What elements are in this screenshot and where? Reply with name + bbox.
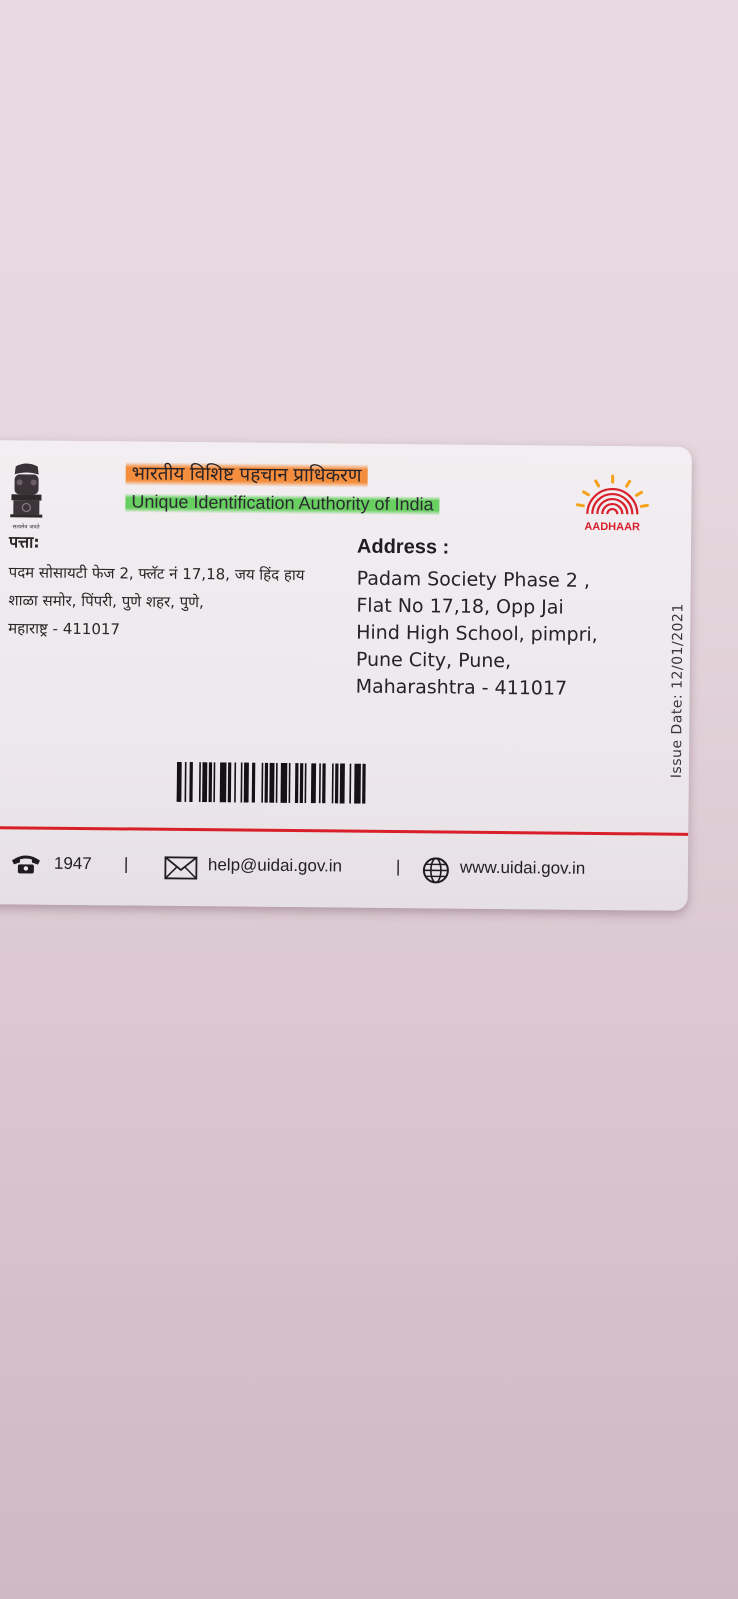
address-hindi-line: पदम सोसायटी फेज 2, फ्लॅट नं 17,18, जय हिंद हाय bbox=[8, 563, 305, 585]
barcode-icon bbox=[177, 762, 469, 805]
website-link[interactable]: www.uidai.gov.in bbox=[459, 857, 586, 878]
phone-icon bbox=[10, 852, 42, 874]
address-hindi-line: महाराष्ट्र - 411017 bbox=[8, 619, 121, 639]
email-link[interactable]: help@uidai.gov.in bbox=[207, 855, 343, 876]
address-english-line: Padam Society Phase 2 , bbox=[356, 567, 591, 592]
svg-text:सत्यमेव जयते: सत्यमेव जयते bbox=[12, 524, 40, 531]
address-english-line: Flat No 17,18, Opp Jai bbox=[356, 594, 564, 619]
aadhaar-card-back bbox=[0, 440, 692, 911]
footer-separator: | bbox=[123, 854, 129, 874]
address-english bbox=[356, 566, 657, 704]
address-english-line: Maharashtra - 411017 bbox=[355, 675, 568, 700]
card-footer bbox=[0, 836, 688, 893]
svg-text:AADHAAR: AADHAAR bbox=[584, 520, 641, 534]
aadhaar-sun-fingerprint-icon bbox=[571, 472, 654, 535]
address-english-line: Pune City, Pune, bbox=[355, 648, 512, 673]
address-label-hindi: पत्ता: bbox=[8, 532, 40, 552]
address-hindi bbox=[8, 558, 369, 645]
address-label-english: Address : bbox=[356, 535, 450, 559]
phone-number: 1947 bbox=[53, 853, 92, 874]
address-english-line: Hind High School, pimpri, bbox=[356, 621, 598, 646]
address-hindi-line: शाळा समोर, पिंपरी, पुणे शहर, पुणे, bbox=[8, 591, 204, 612]
globe-icon bbox=[422, 856, 450, 884]
header-english: Unique Identification Authority of India bbox=[125, 491, 439, 515]
mail-icon bbox=[164, 856, 198, 880]
footer-divider bbox=[0, 826, 688, 836]
header-hindi: भारतीय विशिष्ट पहचान प्राधिकरण bbox=[126, 459, 368, 487]
national-emblem-icon bbox=[5, 462, 48, 532]
footer-separator: | bbox=[395, 857, 401, 877]
issue-date: Issue Date: 12/01/2021 bbox=[668, 603, 687, 779]
